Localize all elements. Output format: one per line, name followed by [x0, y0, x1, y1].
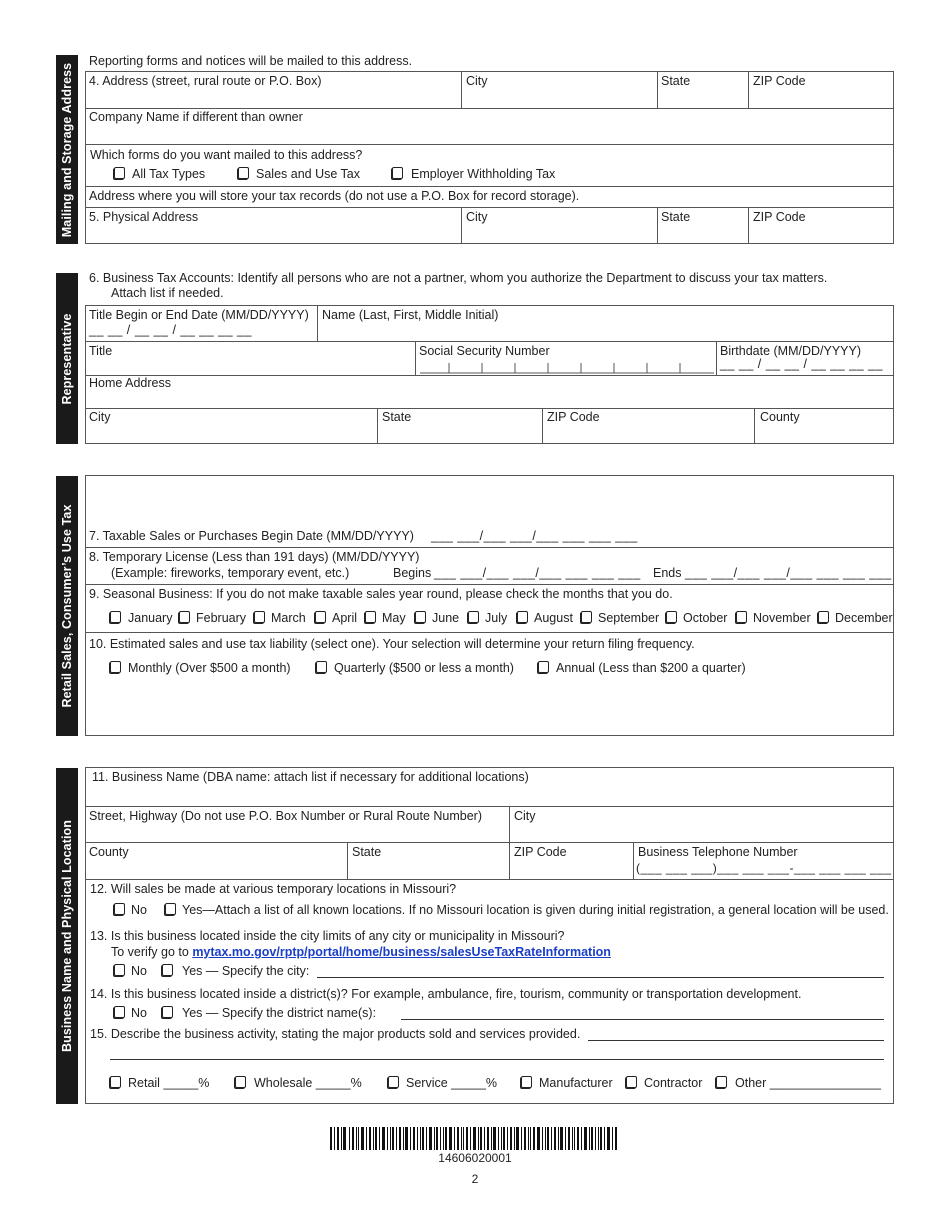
business-sidebar-label: Business Name and Physical Location [60, 819, 74, 1053]
q14-yes-label: Yes — Specify the district name(s): [182, 1006, 377, 1020]
q14-label: 14. Is this business located inside a district(s)? For example, ambulance, fire, tourism, community or transportation development. [90, 987, 802, 1001]
quarterly-filing-checkbox[interactable] [316, 661, 327, 673]
birthdate-field[interactable]: __ __ / __ __ / __ __ __ __ [720, 357, 883, 371]
street-label: Street, Highway (Do not use P.O. Box Number or Rural Route Number) [89, 809, 482, 823]
activity-service-percent-field[interactable]: _____% [451, 1076, 498, 1090]
activity-service-checkbox[interactable] [388, 1076, 399, 1088]
month-april-checkbox[interactable] [315, 611, 326, 623]
monthly-filing-label: Monthly (Over $500 a month) [128, 661, 291, 675]
storage-note: Address where you will store your tax records (do not use a P.O. Box for record storage). [89, 189, 580, 203]
mailing-state-field[interactable] [659, 90, 746, 106]
activity-other-field[interactable]: ________________ [769, 1076, 881, 1090]
rep-county-label: County [760, 410, 800, 424]
home-address-label: Home Address [89, 376, 171, 390]
month-october-label: October [683, 611, 728, 625]
q11-label: 11. Business Name (DBA name: attach list if necessary for additional locations) [92, 770, 529, 784]
home-address-field[interactable] [86, 391, 892, 407]
physical-state-field[interactable] [659, 226, 746, 242]
month-february-checkbox[interactable] [179, 611, 190, 623]
q14-no-label: No [131, 1006, 147, 1020]
title-date-label: Title Begin or End Date (MM/DD/YYYY) [89, 308, 309, 322]
barcode [330, 1127, 618, 1150]
q15-description-field-1[interactable] [588, 1040, 884, 1041]
rep-zip-label: ZIP Code [547, 410, 600, 424]
all-tax-types-label: All Tax Types [132, 167, 206, 181]
ssn-boxes [420, 361, 714, 374]
q8-begins-field[interactable]: ___ ___/___ ___/___ ___ ___ ___ [434, 566, 641, 580]
physical-zip-label: ZIP Code [753, 210, 806, 224]
employer-withholding-label: Employer Withholding Tax [411, 167, 556, 181]
q7-date-field[interactable]: ___ ___/___ ___/___ ___ ___ ___ [431, 529, 638, 543]
mailing-zip-label: ZIP Code [753, 74, 806, 88]
rep-state-label: State [382, 410, 412, 424]
company-name-field[interactable] [86, 126, 892, 142]
activity-other-checkbox[interactable] [716, 1076, 727, 1088]
month-february-label: February [196, 611, 247, 625]
business-city-field[interactable] [511, 824, 892, 840]
month-june-label: June [432, 611, 460, 625]
barcode-graphic [330, 1127, 618, 1150]
ssn-label: Social Security Number [419, 344, 550, 358]
activity-service-label [406, 1076, 497, 1090]
activity-wholesale-checkbox[interactable] [235, 1076, 246, 1088]
activity-wholesale-text: Wholesale [254, 1076, 313, 1090]
q8-ends-field[interactable]: ___ ___/___ ___/___ ___ ___ ___ [685, 566, 892, 580]
page-number: 2 [471, 1172, 479, 1186]
month-january-label: January [128, 611, 173, 625]
business-sidebar [56, 768, 78, 1104]
q12-yes-checkbox[interactable] [165, 903, 176, 915]
retail-box [85, 475, 894, 736]
business-zip-field[interactable] [511, 861, 631, 877]
month-july-label: July [485, 611, 508, 625]
q13-verify-line [111, 945, 611, 959]
street-field[interactable] [86, 824, 507, 840]
retail-sidebar-label: Retail Sales, Consumer’s Use Tax [60, 504, 74, 708]
mailing-sidebar-label: Mailing and Storage Address [60, 62, 74, 237]
mailing-city-field[interactable] [463, 90, 655, 106]
physical-address-label: 5. Physical Address [89, 210, 199, 224]
q13-no-label: No [131, 964, 147, 978]
barcode-number: 14606020001 [438, 1151, 512, 1165]
business-state-field[interactable] [349, 861, 507, 877]
month-september-checkbox[interactable] [581, 611, 592, 623]
business-state-label: State [352, 845, 382, 859]
q8-example: (Example: fireworks, temporary event, etc.) [111, 566, 350, 580]
business-city-label: City [514, 809, 536, 823]
month-march-checkbox[interactable] [254, 611, 265, 623]
activity-retail-checkbox[interactable] [110, 1076, 121, 1088]
representative-sidebar-label: Representative [60, 312, 74, 405]
month-january-checkbox[interactable] [110, 611, 121, 623]
rep-state-field[interactable] [379, 426, 540, 442]
activity-retail-percent-field[interactable]: _____% [163, 1076, 210, 1090]
business-name-field[interactable] [86, 786, 892, 804]
activity-contractor-label: Contractor [644, 1076, 703, 1090]
address-field[interactable] [86, 90, 460, 106]
annual-filing-label: Annual (Less than $200 a quarter) [556, 661, 746, 675]
q13-label: 13. Is this business located inside the city limits of any city or municipality in Missouri? [90, 929, 565, 943]
mailing-city-label: City [466, 74, 488, 88]
tax-rate-link[interactable]: mytax.mo.gov/rptp/portal/home/business/salesUseTaxRateInformation [192, 945, 611, 959]
employer-withholding-checkbox[interactable] [392, 167, 403, 179]
q15-label: 15. Describe the business activity, stating the major products sold and services provided. [90, 1027, 581, 1041]
q13-no-checkbox[interactable] [114, 964, 125, 976]
month-december-checkbox[interactable] [818, 611, 829, 623]
business-phone-label: Business Telephone Number [638, 845, 798, 859]
business-zip-label: ZIP Code [514, 845, 567, 859]
q14-district-field[interactable] [401, 1019, 884, 1020]
rep-zip-field[interactable] [544, 426, 752, 442]
ssn-field[interactable] [420, 361, 714, 374]
monthly-filing-checkbox[interactable] [110, 661, 121, 673]
rep-city-field[interactable] [86, 426, 375, 442]
month-september-label: September [598, 611, 660, 625]
activity-wholesale-label [254, 1076, 362, 1090]
mailing-zip-field[interactable] [750, 90, 892, 106]
quarterly-filing-label: Quarterly ($500 or less a month) [334, 661, 514, 675]
q13-yes-checkbox[interactable] [162, 964, 173, 976]
month-october-checkbox[interactable] [666, 611, 677, 623]
activity-service-text: Service [406, 1076, 448, 1090]
activity-manufacturer-label: Manufacturer [539, 1076, 613, 1090]
physical-city-field[interactable] [463, 226, 655, 242]
activity-manufacturer-checkbox[interactable] [521, 1076, 532, 1088]
month-august-label: August [534, 611, 573, 625]
q14-yes-checkbox[interactable] [162, 1006, 173, 1018]
q12-no-checkbox[interactable] [114, 903, 125, 915]
q13-yes-label: Yes — Specify the city: [182, 964, 310, 978]
all-tax-types-checkbox[interactable] [114, 167, 125, 179]
activity-retail-text: Retail [128, 1076, 160, 1090]
representative-intro-line2: Attach list if needed. [111, 286, 224, 300]
mailing-sidebar [56, 55, 78, 244]
q12-label: 12. Will sales be made at various temporary locations in Missouri? [90, 882, 457, 896]
q14-no-checkbox[interactable] [114, 1006, 125, 1018]
business-county-field[interactable] [86, 861, 345, 877]
rep-name-label: Name (Last, First, Middle Initial) [322, 308, 499, 322]
month-june-checkbox[interactable] [415, 611, 426, 623]
q12-no-label: No [131, 903, 147, 917]
representative-intro-line1: 6. Business Tax Accounts: Identify all persons who are not a partner, whom you authorize the Department to discuss your tax matters. [89, 271, 828, 285]
month-december-label: December [835, 611, 893, 625]
q15-description-field-2[interactable] [110, 1059, 884, 1060]
q7-label: 7. Taxable Sales or Purchases Begin Date (MM/DD/YYYY) [89, 529, 414, 543]
retail-sidebar [56, 476, 78, 736]
business-phone-field[interactable]: (___ ___ ___)___ ___ ___-___ ___ ___ ___ [636, 861, 892, 875]
annual-filing-checkbox[interactable] [538, 661, 549, 673]
representative-sidebar [56, 273, 78, 444]
q8-begins-label: Begins [393, 566, 432, 580]
physical-zip-field[interactable] [750, 226, 892, 242]
physical-address-field[interactable] [86, 226, 460, 242]
activity-retail-label [128, 1076, 209, 1090]
q13-verify-text: To verify go to [111, 945, 189, 959]
activity-other-text: Other [735, 1076, 767, 1090]
company-name-label: Company Name if different than owner [89, 110, 303, 124]
address-field-label: 4. Address (street, rural route or P.O. Box) [89, 74, 322, 88]
q8-ends-label: Ends [653, 566, 682, 580]
activity-contractor-checkbox[interactable] [626, 1076, 637, 1088]
rep-city-label: City [89, 410, 111, 424]
q13-city-field[interactable] [317, 977, 884, 978]
rep-title-field[interactable] [86, 358, 413, 374]
month-july-checkbox[interactable] [468, 611, 479, 623]
q8-label: 8. Temporary License (Less than 191 days) (MM/DD/YYYY) [89, 550, 420, 564]
month-may-checkbox[interactable] [365, 611, 376, 623]
activity-wholesale-percent-field[interactable]: _____% [315, 1076, 362, 1090]
q12-yes-label: Yes—Attach a list of all known locations. If no Missouri location is given during initial registration, a general location will be used. [182, 903, 889, 917]
sales-use-tax-checkbox[interactable] [238, 167, 249, 179]
rep-name-field[interactable] [319, 324, 892, 340]
forms-question: Which forms do you want mailed to this address? [90, 148, 363, 162]
mailing-intro: Reporting forms and notices will be mailed to this address. [89, 54, 413, 68]
q10-label: 10. Estimated sales and use tax liability (select one). Your selection will determine your return filing frequency. [89, 637, 695, 651]
month-november-checkbox[interactable] [736, 611, 747, 623]
business-county-label: County [89, 845, 129, 859]
mailing-state-label: State [661, 74, 691, 88]
month-november-label: November [753, 611, 811, 625]
rep-title-label: Title [89, 344, 113, 358]
activity-other-label [735, 1076, 881, 1090]
sales-use-tax-label: Sales and Use Tax [256, 167, 360, 181]
month-may-label: May [382, 611, 406, 625]
title-date-field[interactable]: __ __ / __ __ / __ __ __ __ [89, 323, 252, 337]
month-march-label: March [271, 611, 306, 625]
rep-county-field[interactable] [756, 426, 892, 442]
month-august-checkbox[interactable] [517, 611, 528, 623]
physical-city-label: City [466, 210, 488, 224]
physical-state-label: State [661, 210, 691, 224]
month-april-label: April [332, 611, 358, 625]
birthdate-label: Birthdate (MM/DD/YYYY) [720, 344, 862, 358]
q9-label: 9. Seasonal Business: If you do not make taxable sales year round, please check the months that you do. [89, 587, 673, 601]
